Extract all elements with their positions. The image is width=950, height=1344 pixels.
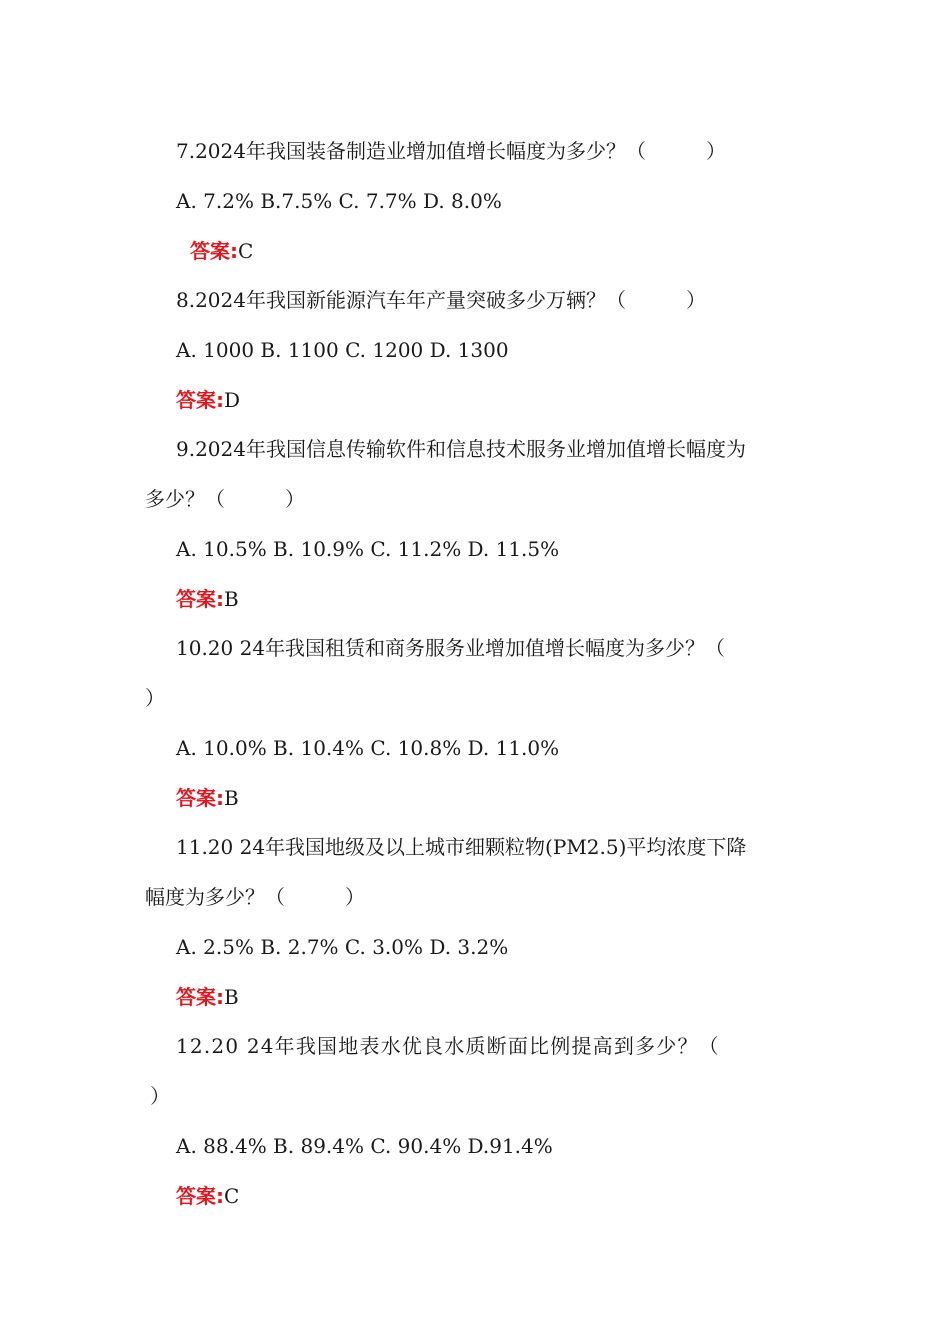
question-10-continuation: ） <box>145 686 165 710</box>
question-11-answer <box>176 984 239 1010</box>
question-11-options: A. 2.5% B. 2.7% C. 3.0% D. 3.2% <box>176 935 509 959</box>
answer-value: C <box>224 1184 240 1208</box>
question-12-answer <box>176 1183 239 1209</box>
answer-value: C <box>238 239 254 263</box>
question-11-text: 11.20 24年我国地级及以上城市细颗粒物(PM2.5)平均浓度下降 <box>176 835 747 859</box>
answer-label: 答案: <box>176 388 224 412</box>
answer-label: 答案: <box>176 985 224 1009</box>
answer-value: B <box>224 985 239 1009</box>
answer-value: B <box>224 587 239 611</box>
question-11-continuation: 幅度为多少？（ ） <box>145 885 365 909</box>
answer-label: 答案: <box>176 587 224 611</box>
question-8-options: A. 1000 B. 1100 C. 1200 D. 1300 <box>176 338 509 362</box>
question-9-text: 9.2024年我国信息传输软件和信息技术服务业增加值增长幅度为 <box>176 437 746 461</box>
question-9-answer <box>176 586 239 612</box>
question-10-text: 10.20 24年我国租赁和商务服务业增加值增长幅度为多少？（ <box>176 636 726 660</box>
question-7-options: A. 7.2% B.7.5% C. 7.7% D. 8.0% <box>176 189 502 213</box>
question-8-answer <box>176 387 240 413</box>
answer-label: 答案: <box>190 239 238 263</box>
question-7-text: 7.2024年我国装备制造业增加值增长幅度为多少？（ ） <box>176 139 726 163</box>
answer-label: 答案: <box>176 1184 224 1208</box>
answer-label: 答案: <box>176 786 224 810</box>
question-8-text: 8.2024年我国新能源汽车年产量突破多少万辆？（ ） <box>176 288 706 312</box>
question-10-options: A. 10.0% B. 10.4% C. 10.8% D. 11.0% <box>176 736 560 760</box>
answer-value: D <box>224 388 241 412</box>
question-12-continuation: ） <box>150 1084 170 1108</box>
question-7-answer <box>190 238 253 264</box>
question-9-continuation: 多少？（ ） <box>145 487 305 511</box>
question-9-options: A. 10.5% B. 10.9% C. 11.2% D. 11.5% <box>176 537 560 561</box>
question-10-answer <box>176 785 239 811</box>
answer-value: B <box>224 786 239 810</box>
question-12-options: A. 88.4% B. 89.4% C. 90.4% D.91.4% <box>176 1134 553 1158</box>
question-12-text: 12.20 24年我国地表水优良水质断面比例提高到多少？（ <box>176 1034 720 1058</box>
